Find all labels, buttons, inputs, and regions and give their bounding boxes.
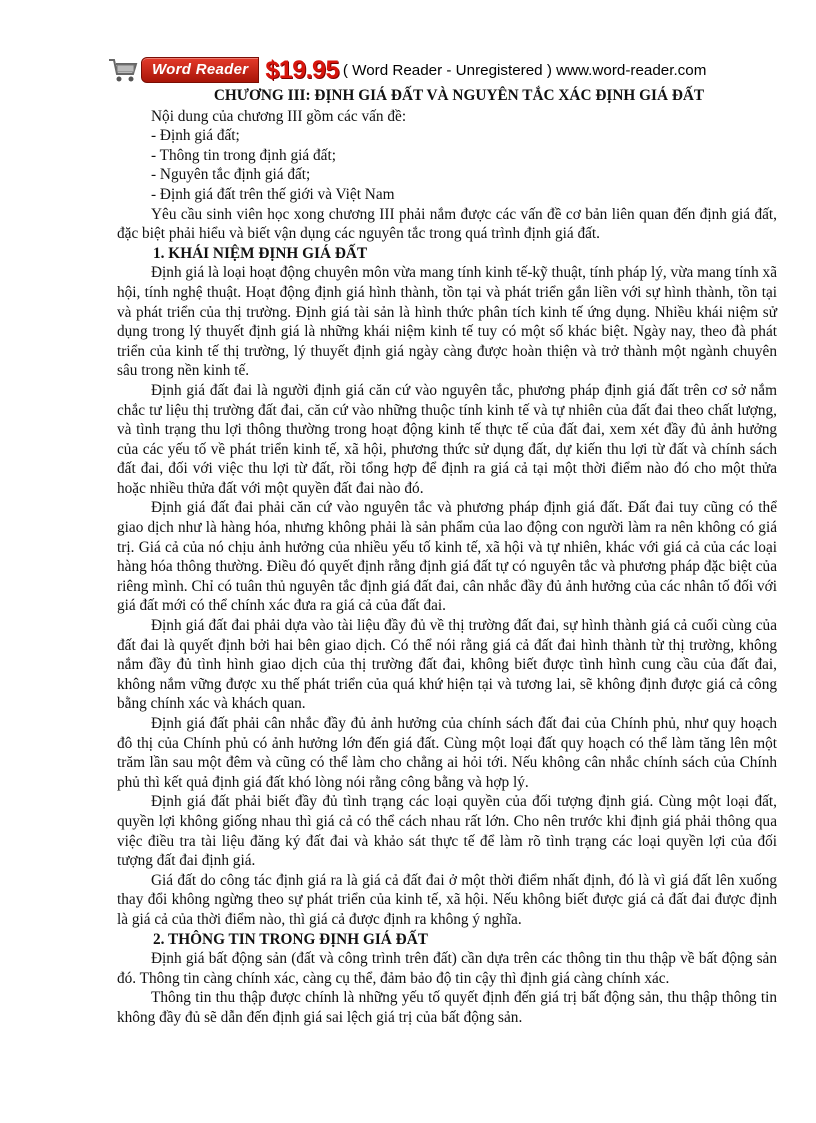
body-paragraph: Thông tin thu thập được chính là những yếu tố quyết định đến giá trị bất động sản, thu thập thông tin không đầy đủ sẽ dẫn đến định giá sai lệch giá trị của bất động sản. bbox=[117, 989, 777, 1026]
section-heading: 1. KHÁI NIỆM ĐỊNH GIÁ ĐẤT bbox=[153, 244, 368, 262]
topic-item: - Định giá đất; bbox=[151, 127, 240, 145]
shopping-cart-icon bbox=[108, 56, 138, 84]
section-heading: 2. THÔNG TIN TRONG ĐỊNH GIÁ ĐẤT bbox=[153, 930, 428, 948]
body-paragraph: Định giá đất đai phải dựa vào tài liệu đầy đủ về thị trường đất đai, sự hình thành giá cả cuối cùng của đất đai là quyết định bởi hai bên giao dịch. Có thể nói rằng giá cả đất đai hình thành từ thị trường, không nắm đầy đủ tình hình giao dịch của thị trường đất đai, không biết được tình hình cung cầu của đất đai, không nắm vững được xu thế phát triển của quá khứ hiện tại và tương lai, sẽ không định được giá cả công bằng chính xác và khách quan. bbox=[117, 617, 777, 713]
body-paragraph: Định giá là loại hoạt động chuyên môn vừa mang tính kinh tế-kỹ thuật, tính pháp lý, vừa mang tính xã hội, tính nghệ thuật. Hoạt động định giá hình thành, tồn tại và phát triển gắn liền với sự hình thành, tồn tại và phát triển của thị trường. Định giá tài sản là hình thức phân tích kinh tế ứng dụng. Nhiều khái niệm sử dụng trong lý thuyết định giá là những khái niệm kinh tế tuy có một số khác biệt. Ngày nay, theo đà phát triển của kinh tế thị trường, lý thuyết định giá ngày càng được hoàn thiện và trở thành một ngành chuyên sâu trong nền kinh tế. bbox=[117, 264, 777, 380]
body-paragraph: Định giá đất đai là người định giá căn cứ vào nguyên tắc, phương pháp định giá đất trên cơ sở nắm chắc tư liệu thị trường đất đai, căn cứ vào những thuộc tính kinh tế và tự nhiên của đất đai theo chất lượng, và tình trạng thu lợi thông thường trong hoạt động kinh tế thực tế của đất đai, xem xét đầy đủ ảnh hưởng của các yếu tố về phát triển kinh tế, xã hội, phương thức sử dụng đất, dự kiến thu lợi từ đất và chính sách đất đai, đối với việc thu lợi từ đất, rồi tổng hợp để định ra giá cả tại một thời điểm nào đó cho một thửa hoặc nhiều thửa đất với một quyền đất đai nào đó. bbox=[117, 381, 777, 497]
intro-line: Nội dung của chương III gồm các vấn đề: bbox=[151, 107, 407, 125]
topic-item: - Định giá đất trên thế giới và Việt Nam bbox=[151, 185, 395, 203]
body-paragraph: Định giá đất đai phải căn cứ vào nguyên tắc và phương pháp định giá đất. Đất đai tuy cũng có thể giao dịch như là hàng hóa, nhưng không phải là sản phẩm của lao động con người làm ra nên không có giá trị. Giá cả của nó chịu ảnh hưởng của nhiều yếu tố kinh tế, xã hội và tự nhiên, khác với giá cả của các loại hàng hóa thông thường. Điều đó quyết định rằng định giá đất tự có nguyên tắc và phương pháp đặc biệt của riêng mình. Chỉ có tuân thủ nguyên tắc định giá đất đai, cân nhắc đầy đủ ảnh hưởng của các nhân tố đối với giá đất mới có thể chính xác đưa ra giá cả của đất đai. bbox=[117, 499, 777, 615]
body-paragraph: Định giá đất phải biết đầy đủ tình trạng các loại quyền của đối tượng định giá. Cùng một loại đất, quyền lợi không giống nhau thì giá cả có thể cách nhau rất lớn. Cho nên trước khi định giá phải thông qua việc điều tra tài liệu đăng ký đất đai và khảo sát thực tế để làm rõ tình trạng các loại quyền lợi của đối tượng đất đai định giá. bbox=[117, 793, 777, 870]
document-body bbox=[117, 86, 777, 1028]
price-label: $19.95 bbox=[265, 55, 339, 84]
body-paragraph: Định giá bất động sản (đất và công trình trên đất) cần dựa trên các thông tin thu thập về bất động sản đó. Thông tin càng chính xác, càng cụ thể, đảm bảo độ tin cậy thì định giá càng chính xác. bbox=[117, 950, 777, 987]
unregistered-notice: ( Word Reader - Unregistered ) www.word-reader.com bbox=[342, 61, 707, 79]
chapter-title: CHƯƠNG III: ĐỊNH GIÁ ĐẤT VÀ NGUYÊN TẮC XÁC ĐỊNH GIÁ ĐẤT bbox=[213, 87, 705, 104]
brand-badge: Word Reader bbox=[141, 57, 259, 83]
topic-item: - Nguyên tắc định giá đất; bbox=[151, 166, 311, 184]
body-paragraph: Giá đất do công tác định giá ra là giá cả đất đai ở một thời điểm nhất định, đó là vì giá đất lên xuống thay đổi không ngừng theo sự phát triển của kinh tế, xã hội. Nếu không biết được giá cả đất đai được định là giá cả của thời điểm nào, thì giá cả được định ra không ý nghĩa. bbox=[117, 871, 777, 928]
body-paragraph: Định giá đất phải cân nhắc đầy đủ ảnh hưởng của chính sách đất đai của Chính phủ, như quy hoạch đô thị của Chính phủ có ảnh hưởng lớn đến giá đất. Cùng một loại đất quy hoạch có thể làm tăng lên một trăm lần sau một đêm và cũng có thể làm cho chẳng ai hỏi tới. Nếu không cân nhắc chính sách của Chính phủ thì kết quả định giá đất khó lòng nói rằng công bằng và hợp lý. bbox=[117, 715, 777, 791]
topic-item: - Thông tin trong định giá đất; bbox=[151, 146, 336, 164]
word-reader-banner[interactable] bbox=[108, 56, 706, 84]
requirement-paragraph: Yêu cầu sinh viên học xong chương III phải nắm được các vấn đề cơ bản liên quan đến định giá đất, đặc biệt phải hiểu và biết vận dụng các nguyên tắc trong quá trình định giá đất. bbox=[117, 205, 777, 243]
